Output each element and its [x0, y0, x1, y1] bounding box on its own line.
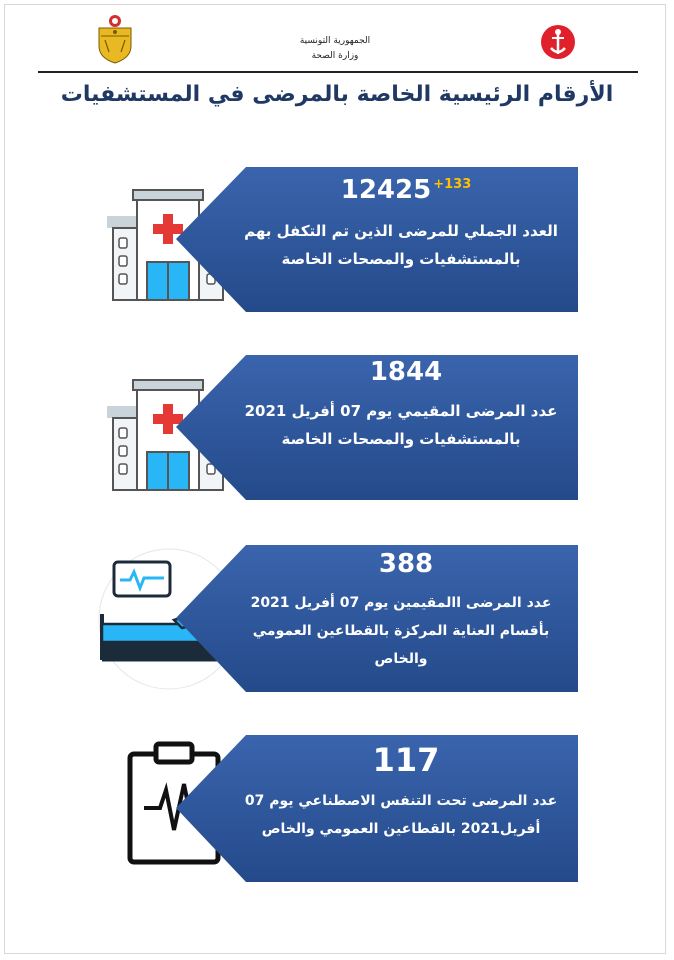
ministry-header	[260, 34, 410, 64]
ministry-of-health-logo-icon	[534, 18, 582, 66]
stat-description: عدد المرضى المقيمي يوم 07 أفريل 2021 بالمستشفيات والمصحات الخاصة	[244, 402, 558, 448]
ministry-name: وزارة الصحة	[311, 51, 359, 61]
stat-description: عدد المرضى تحت التنفس الاصطناعي يوم 07 أفريل2021 بالقطاعين العمومي والخاص	[244, 793, 558, 837]
page-title: الأرقام الرئيسية الخاصة بالمرضى في المستشفيات	[60, 82, 614, 107]
stat-card-hospitalized	[176, 355, 578, 500]
header-divider	[38, 71, 638, 73]
stat-number: 117	[372, 741, 440, 779]
stat-card-icu	[176, 545, 578, 692]
stat-card-ventilation	[176, 735, 578, 882]
stat-number: 388	[378, 549, 434, 579]
stat-description: العدد الجملي للمرضى الذين تم التكفل بهم بالمستشفيات والمصحات الخاصة	[244, 222, 558, 268]
stat-description: عدد المرضى االمقيمين يوم 07 أفريل 2021 بأقسام العناية المركزة بالقطاعين العمومي والخاص	[250, 595, 552, 667]
republic-name: الجمهورية التونسية	[299, 36, 371, 46]
tunisia-emblem-icon	[95, 14, 135, 64]
stat-card-total-patients	[176, 167, 578, 312]
stat-number: 12425 $^{+133}$	[340, 175, 472, 205]
stat-number: 1844	[369, 357, 443, 387]
increase-badge: +133	[433, 177, 472, 193]
